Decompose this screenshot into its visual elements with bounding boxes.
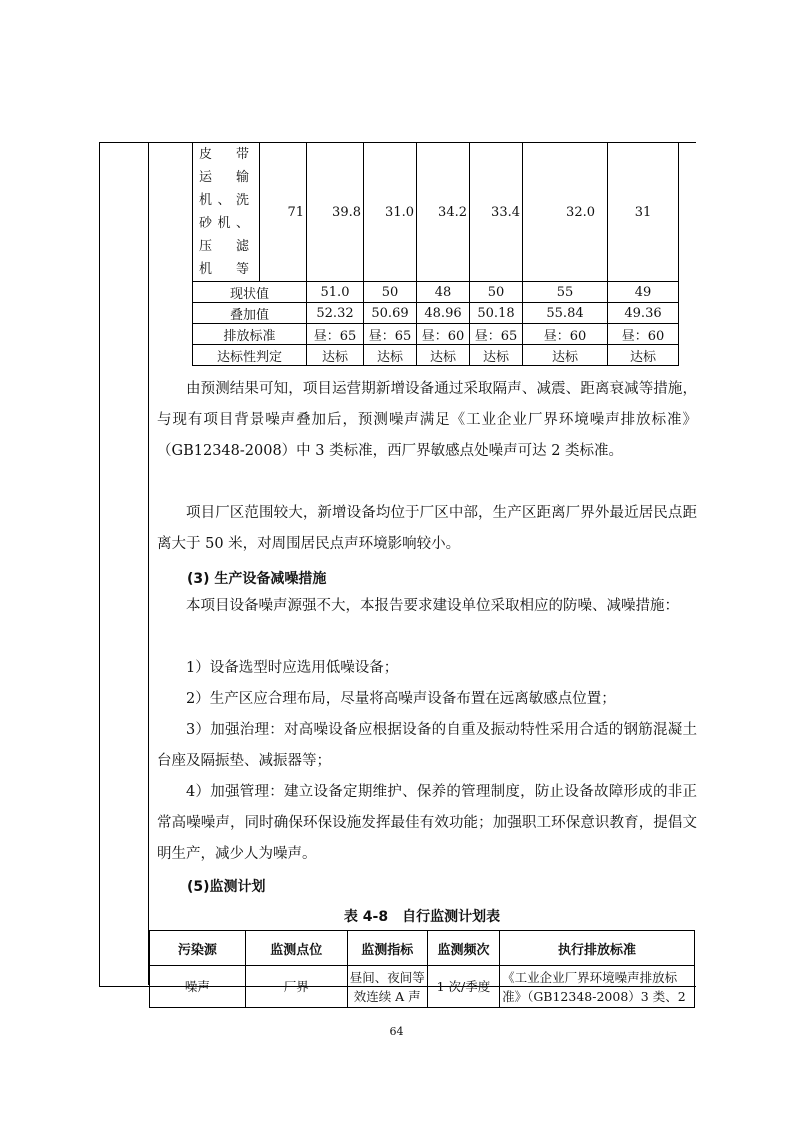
cell-value: 52.32 xyxy=(307,303,364,324)
row-label: 达标性判定 xyxy=(193,345,307,366)
cell-value: 49 xyxy=(608,282,679,303)
row-label: 排放标准 xyxy=(193,324,307,345)
cell-value: 昼：60 xyxy=(608,324,679,345)
row-label: 叠加值 xyxy=(193,303,307,324)
cell-source: 噪声 xyxy=(150,966,246,1008)
cell-location: 厂界 xyxy=(245,966,347,1008)
cell-value: 昼：65 xyxy=(470,324,523,345)
cell-value: 55 xyxy=(523,282,608,303)
cell-frequency: 1 次/季度 xyxy=(427,966,499,1008)
table-row xyxy=(193,324,679,345)
contribution-value: 32.0 xyxy=(523,143,608,282)
cell-value: 达标 xyxy=(608,345,679,366)
table-row xyxy=(193,303,679,324)
column-header: 监测点位 xyxy=(245,931,347,966)
cell-indicator xyxy=(347,966,427,1008)
table-row xyxy=(193,345,679,366)
column-header: 执行排放标准 xyxy=(500,931,695,966)
source-line: 机等 xyxy=(199,262,249,277)
cell-value: 50.18 xyxy=(470,303,523,324)
contribution-value: 33.4 xyxy=(470,143,523,282)
paragraph-measure-1: 1）设备选型时应选用低噪设备； xyxy=(186,660,399,676)
cell-value: 50 xyxy=(364,282,417,303)
contribution-value: 34.2 xyxy=(417,143,470,282)
cell-value: 昼：65 xyxy=(364,324,417,345)
page-number: 64 xyxy=(389,1025,404,1038)
cell-standard xyxy=(500,966,695,1008)
table-row xyxy=(193,143,679,282)
cell-value: 51.0 xyxy=(307,282,364,303)
cell-value: 昼：60 xyxy=(417,324,470,345)
row-label: 现状值 xyxy=(193,282,307,303)
cell-value: 昼：60 xyxy=(523,324,608,345)
column-header: 监测指标 xyxy=(347,931,427,966)
cell-value: 昼：65 xyxy=(307,324,364,345)
column-header: 监测频次 xyxy=(427,931,499,966)
contribution-value: 39.8 xyxy=(307,143,364,282)
cell-value: 50.69 xyxy=(364,303,417,324)
source-level: 71 xyxy=(260,143,307,282)
cell-value: 达标 xyxy=(307,345,364,366)
cell-value: 50 xyxy=(470,282,523,303)
noise-source-cell xyxy=(193,143,260,282)
cell-value: 达标 xyxy=(523,345,608,366)
section-heading-monitoring-plan: (5)监测计划 xyxy=(187,879,266,895)
source-line: 砂机、 xyxy=(199,216,249,231)
table-caption: 表 4-8 自行监测计划表 xyxy=(343,909,501,925)
contribution-value: 31 xyxy=(608,143,679,282)
cell-value: 49.36 xyxy=(608,303,679,324)
cell-value: 达标 xyxy=(470,345,523,366)
cell-value: 达标 xyxy=(417,345,470,366)
paragraph-noise-measures-intro: 本项目设备噪声源强不大，本报告要求建设单位采取相应的防噪、减噪措施： xyxy=(186,598,679,614)
contribution-value: 31.0 xyxy=(364,143,417,282)
cell-value: 达标 xyxy=(364,345,417,366)
cell-value: 55.84 xyxy=(523,303,608,324)
section-heading-noise-reduction: (3) 生产设备减噪措施 xyxy=(187,571,327,587)
source-line: 运 输 xyxy=(199,170,249,185)
paragraph-measure-3: 3）加强治理：对高噪设备应根据设备的自重及振动特性采用合适的钢筋混凝土台座及隔振垫、减振器等； xyxy=(157,722,697,769)
paragraph-prediction-result: 由预测结果可知，项目运营期新增设备通过采取隔声、减震、距离衰减等措施，与现有项目背景噪声叠加后，预测噪声满足《工业企业厂界环境噪声排放标准》（GB12348-2008）中 3 类标准，西厂界敏感点处噪声可达 2 类标准。 xyxy=(157,381,697,459)
source-line: 压 滤 xyxy=(199,239,249,254)
page-frame-divider xyxy=(148,142,149,985)
table-row xyxy=(150,966,695,1008)
indicator-line: 效连续 A 声 xyxy=(353,988,421,1004)
paragraph-residential-distance: 项目厂区范围较大，新增设备均位于厂区中部，生产区距离厂界外最近居民点距离大于 50 米，对周围居民点声环境影响较小。 xyxy=(157,505,697,552)
table-row xyxy=(193,282,679,303)
column-header: 污染源 xyxy=(150,931,246,966)
paragraph-measure-4: 4）加强管理：建立设备定期维护、保养的管理制度，防止设备故障形成的非正常高噪噪声，同时确保环保设施发挥最佳有效功能；加强职工环保意识教育，提倡文明生产，减少人为噪声。 xyxy=(157,784,697,862)
cell-value: 48.96 xyxy=(417,303,470,324)
paragraph-measure-2: 2）生产区应合理布局，尽量将高噪声设备布置在远离敏感点位置； xyxy=(186,691,616,707)
standard-line: 准》（GB12348-2008）3 类、2 xyxy=(502,988,686,1004)
source-line: 皮 带 xyxy=(199,147,249,162)
noise-prediction-table xyxy=(192,142,679,366)
cell-value: 48 xyxy=(417,282,470,303)
source-line: 机、洗 xyxy=(199,193,249,208)
indicator-line: 昼间、夜间等 xyxy=(349,969,425,985)
table-header-row xyxy=(150,931,695,966)
standard-line: 《工业企业厂界环境噪声排放标 xyxy=(502,969,678,985)
monitoring-plan-table xyxy=(149,930,695,1008)
